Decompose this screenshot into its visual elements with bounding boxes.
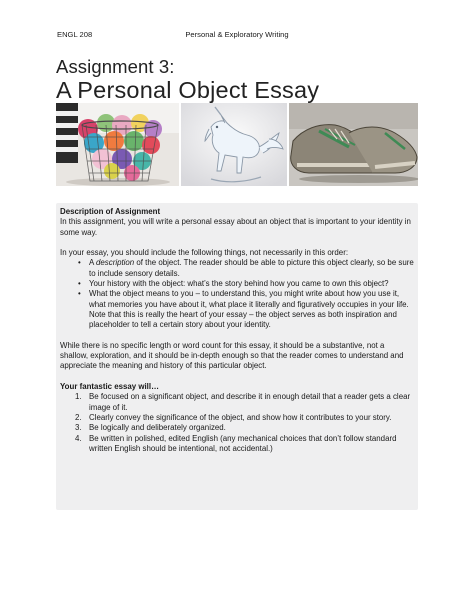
assignment-description-box [56,203,418,510]
yarn-basket-photo [56,103,179,186]
list-item: • Your history with the object: what’s the story behind how you came to own this object? [78,279,389,289]
list-item: 4. Be written in polished, edited English (any mechanical choices that don’t follow standard written English should be intentional, not accidental.) [75,433,397,453]
list-item: • A description of the object. The reader should be able to picture this object clearly, so be sure to include sensory details. [78,258,414,278]
glass-unicorn-photo [181,103,287,186]
include-intro: In your essay, you should include the following things, not necessarily in this order: [60,248,349,258]
essay-criteria-heading: Your fantastic essay will… [60,382,159,392]
criteria-list [60,392,414,454]
worn-sneakers-photo [289,103,418,186]
length-note: While there is no specific length or word count for this essay, it should be a substantive, not a shallow, exploration, and it should be in-depth enough so that the reader comes to understand and appreciate the meaning and history of this particular object. [60,340,404,371]
list-item: • What the object means to you – to understand this, you might write about how you use it, what memories you have about it, what place it literally and figuratively occupies in your life. Note that this is really the heart of your essay – the object serves as both inspiration and placeholder to tell a certain story about your identity. [78,289,409,330]
list-item: 3. Be logically and deliberately organized. [75,423,226,433]
list-item: 2. Clearly convey the significance of the object, and show how it contributes to your story. [75,412,392,422]
include-list [60,258,414,330]
description-heading: Description of Assignment [60,207,161,216]
list-item: 1. Be focused on a significant object, and describe it in enough detail that a reader gets a clear image of it. [75,392,411,412]
course-code: ENGL 208 [57,30,93,39]
page-title: A Personal Object Essay [56,77,320,103]
assignment-number: Assignment 3: [56,56,175,77]
description-intro: In this assignment, you will write a personal essay about an object that is important to your identity in some way. [60,217,411,237]
course-title: Personal & Exploratory Writing [185,30,289,39]
